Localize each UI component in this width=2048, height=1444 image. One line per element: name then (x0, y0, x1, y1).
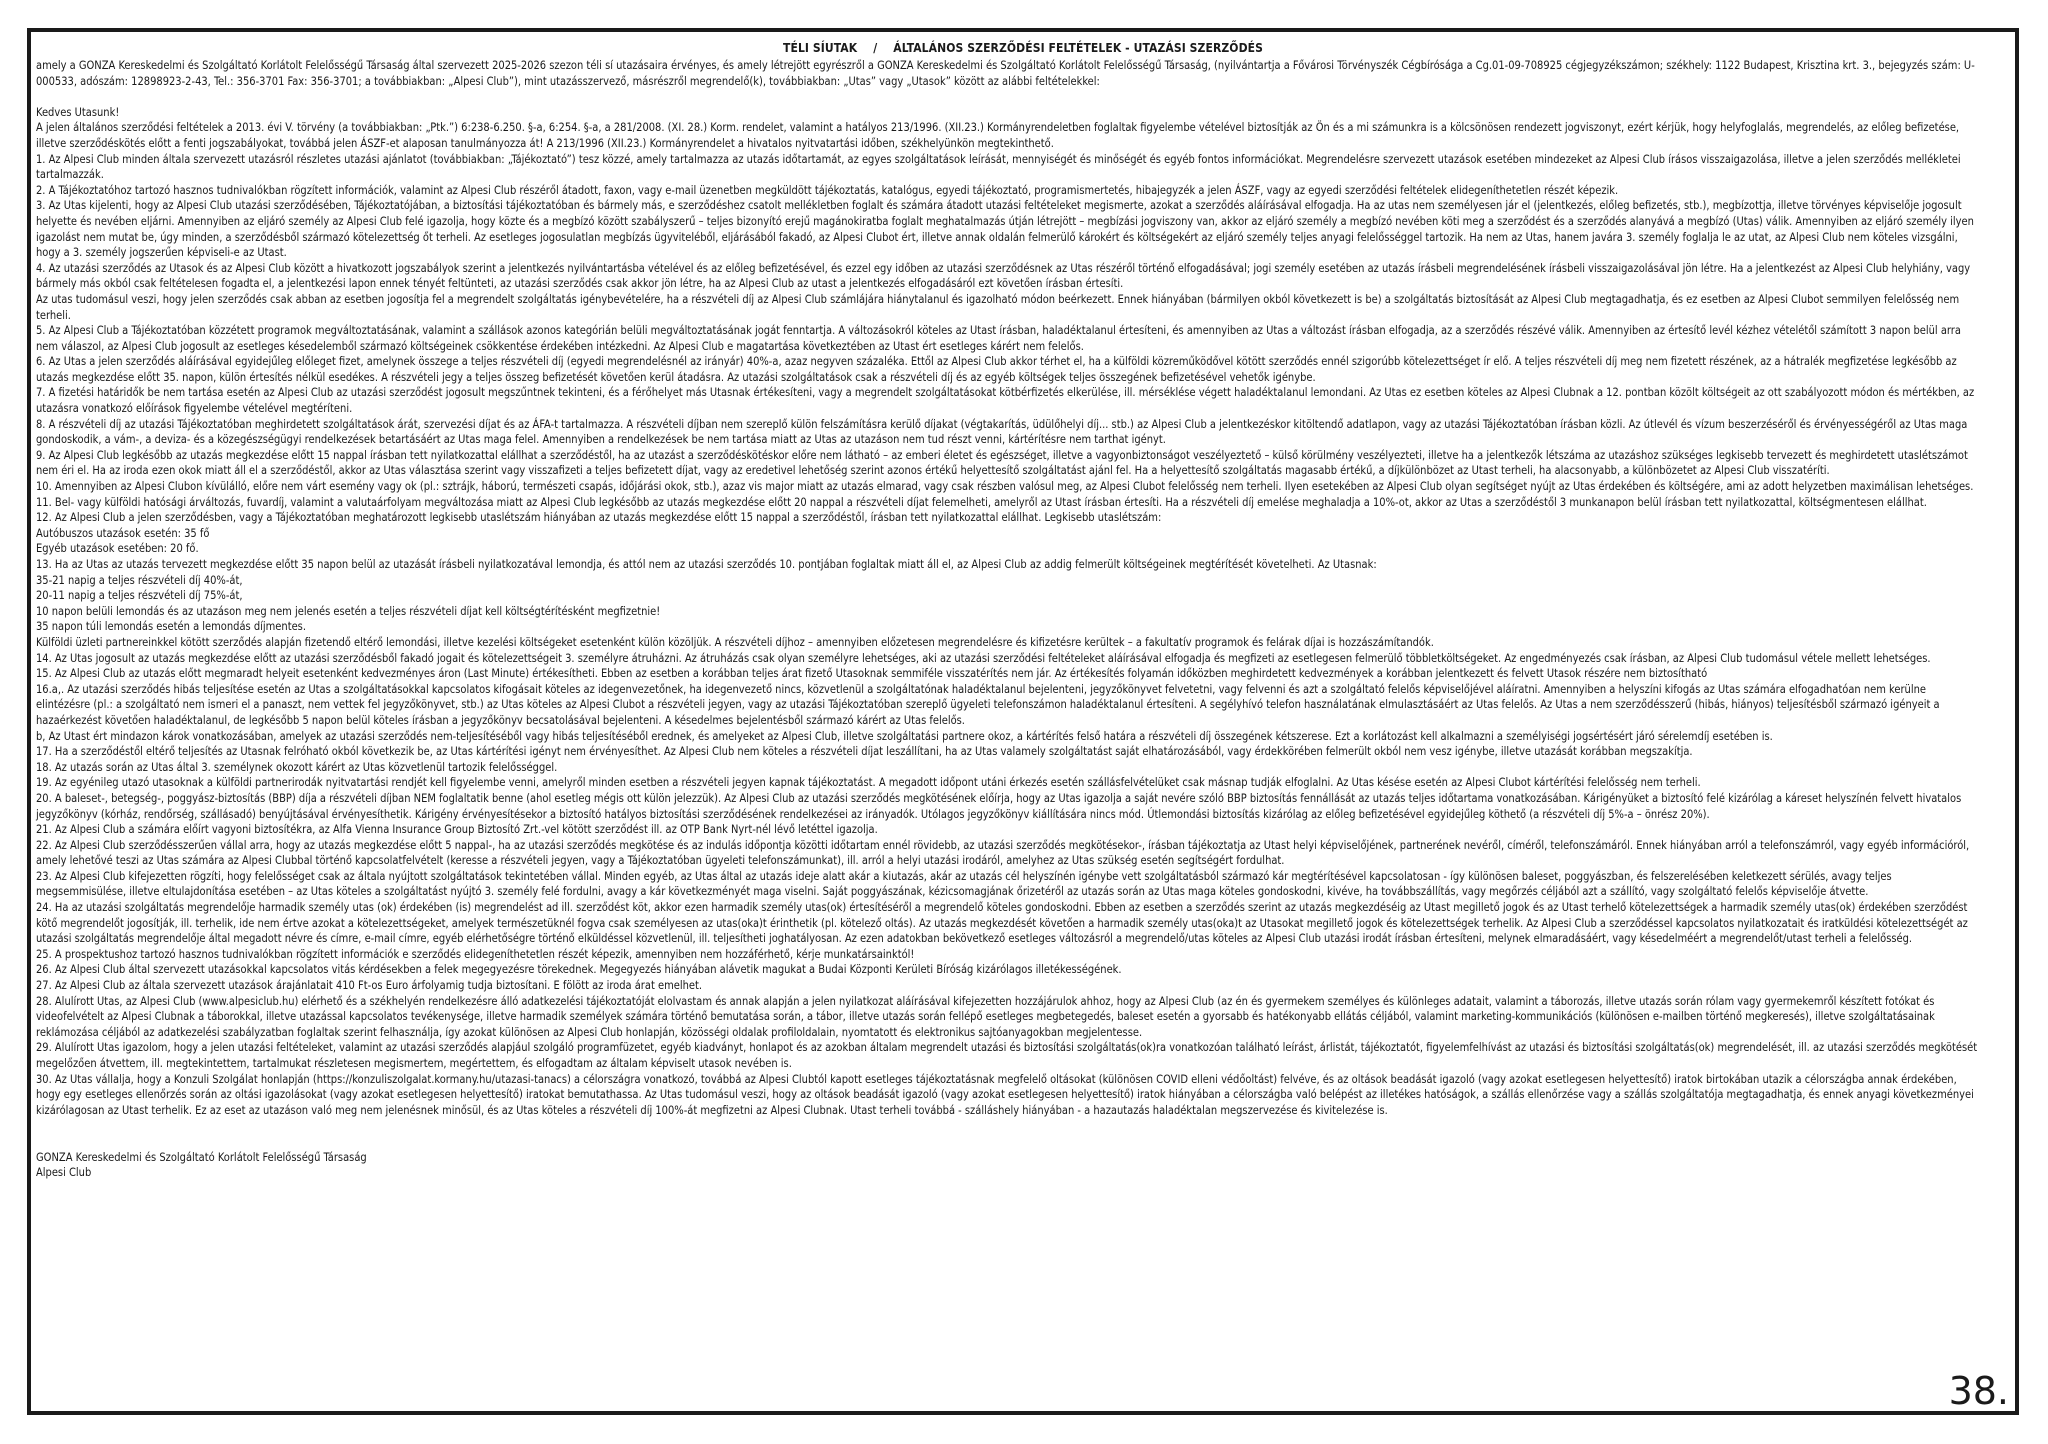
clause-paragraph: 5. Az Alpesi Club a Tájékoztatóban közzétett programok megváltoztatásának, valamint a szállások azonos kategórián belüli megváltoztatásának jogát fenntartja. A változásokról köteles az Utast írásban, haladéktalanul értesíteni, és amennyiben az Utas a változást írásban elfogadja, az a szerződés részévé válik. Amennyiben az értesítő levél kézhez vételétől számított 3 napon belül arra nem válaszol, az Alpesi Club jogosult az esetleges késedelemből származó költségeinek csökkentése érdekében intézkedni. Az Alpesi Club e magatartása következtében az Utast ért esetleges kárért nem felelős. (36, 324, 1961, 353)
clause-paragraph: 12. Az Alpesi Club a jelen szerződésben, vagy a Tájékoztatóban meghatározott legkisebb utaslétszám hiányában az utazás megkezdése előtt 15 nappal a szerződéstől, írásban tett nyilatkozattal elállhat. Legkisebb utaslétszám: (36, 511, 1162, 525)
clause-paragraph: 20. A baleset-, betegség-, poggyász-biztosítás (BBP) díja a részvételi díjban NEM foglaltatik benne (ahol esetleg mégis ott külön jelezzük). Az Alpesi Club az utazási szerződés megkötésének előírja, hogy az Utas igazolja a saját nevére szóló BBP biztosítás fennállását az utazás teljes időtartama vonatkozásában. Kárigényüket a biztosító felé kizárólag a káreset helyszínén felvett hivatalos jegyzőkönyv (kórház, rendőrség, szállásadó) benyújtásával érvényesíthetik. Kárigény érvényesítésekor a biztosító hatályos biztosítási szerződésének rendelkezései az irányadók. Utólagos jegyzőkönyv kiállítására nincs mód. Útlemondási biztosítás kizárólag az előleg befizetésével egyidejűleg köthető (a részvételi díj 5%-a – önrész 20%). (36, 791, 1962, 821)
title-separator: / (873, 41, 878, 55)
clause-paragraph: 6. Az Utas a jelen szerződés aláírásával egyidejűleg előleget fizet, amelynek összege a teljes részvételi díj (egyedi megrendelésnél az irányár) 40%-a, azaz negyven százaléka. Ettől az Alpesi Club akkor térhet el, ha a külföldi közreműködővel kötött szerződés ennél szigorúbb kötelezettséget ír elő. A teljes részvételi díj meg nem fizetett részének, az a hátralék megfizetése legkésőbb az utazás megkezdése előtt 35. napon, külön értesítés nélkül esedékes. A részvételi jegy a teljes összeg befizetését követően kerül átadásra. Az utazási szolgáltatások csak a részvételi díj és az egyéb költségek teljes összegének befizetésével vehetők igénybe. (36, 355, 1957, 384)
clause-paragraph: 20-11 napig a teljes részvételi díj 75%-át, (36, 589, 243, 603)
page-number: 38. (1948, 1369, 2009, 1413)
clause-paragraph: 8. A részvételi díj az utazási Tájékoztatóban meghirdetett szolgáltatások árát, szervezési díjat és az ÁFA-t tartalmazza. A részvételi díjban nem szereplő külön felszámításra kerülő díjakat (végtakarítás, üdülőhelyi díj... stb.) az Alpesi Club a jelentkezéskor kitöltendő adatlapon, vagy az utazási Tájékoztatóban írásban közli. Az útlevél és vízum beszerzéséről és érvényességéről az Utas maga gondoskodik, a vám-, a deviza- és a közegészségügyi rendelkezések betartásáért az Utas maga felel. Amennyiben a rendelkezések be nem tartása miatt az Utas az utazáson nem tud részt venni, kártérítésre nem tarthat igényt. (36, 417, 1968, 447)
clause-paragraph: 2. A Tájékoztatóhoz tartozó hasznos tudnivalókban rögzített információk, valamint az Alpesi Club részéről átadott, faxon, vagy e-mail üzenetben megküldött tájékoztatás, katalógus, egyedi tájékoztató, programismertetés, hibajegyzék a jelen ÁSZF, vagy az egyedi szerződési feltételek elidegeníthetetlen részét képezik. (36, 183, 1619, 197)
clause-paragraph: Az utas tudomásul veszi, hogy jelen szerződés csak abban az esetben jogosítja fel a megrendelt szolgáltatás igénybevételére, ha a részvételi díj az Alpesi Club számlájára hiánytalanul és igazolható módon beérkezett. Ennek hiányában (bármilyen okból következett is be) a szolgáltatás biztosítását az Alpesi Club megtagadhatja, és ez esetben az Alpesi Clubot semmilyen felelősség nem terheli. (36, 292, 1960, 322)
clause-paragraph: 27. Az Alpesi Club az általa szervezett utazások árajánlatait 410 Ft-os Euro árfolyamig tudja biztosítani. E fölött az iroda árat emelhet. (36, 979, 703, 993)
clause-paragraph: 4. Az utazási szerződés az Utasok és az Alpesi Club között a hivatkozott jogszabályok szerint a jelentkezés nyilvántartásba vételével és az előleg befizetésével, és ezzel egy időben az utazási szerződésnek az Utas részéről történő elfogadásával; jogi személy esetében az utazás írásbeli megrendelésének írásbeli visszaigazolásával jön létre. Ha a jelentkezést az Alpesi Club helyhiány, vagy bármely más okból csak feltételesen fogadta el, a jelentkezési lapon ennek tényét feltünteti, az utazási szerződés csak akkor jön létre, ha az Alpesi Club az utast a jelentkezés elfogadásáról ezt követően írásban értesíti. (36, 261, 1971, 291)
clause-paragraph: 25. A prospektushoz tartozó hasznos tudnivalókban rögzített információk e szerződés elidegeníthetetlen részét képezik, amennyiben nem hozzáférhető, kérje munkatársainktól! (36, 947, 915, 961)
clause-paragraph: Külföldi üzleti partnereinkkel kötött szerződés alapján fizetendő eltérő lemondási, illetve kezelési költségeket esetenként külön közöljük. A részvételi díjhoz – amennyiben előzetesen megrendelésre és kifizetésre kerültek – a fakultatív programok és felárak díjai is hozzászámítandók. (36, 635, 1434, 649)
signature-brand: Alpesi Club (36, 1166, 92, 1180)
clause-paragraph: 19. Az egyénileg utazó utasoknak a külföldi partnerirodák nyitvatartási rendjét kell figyelembe venni, amelyről minden esetben a részvételi jegyen kapnak tájékoztatást. A megadott időpont utáni érkezés esetén szállásfelvételüket csak másnap tudják elfoglalni. Az Utas késése esetén az Alpesi Clubot kártérítési felelősség nem terheli. (36, 776, 1701, 790)
signature-company: GONZA Kereskedelmi és Szolgáltató Korlátolt Felelősségű Társaság (36, 1150, 367, 1164)
clause-paragraph: 10. Amennyiben az Alpesi Clubon kívülálló, előre nem várt esemény vagy ok (pl.: sztrájk, háború, természeti csapás, időjárási okok, stb.), azaz vis major miatt az utazás elmarad, vagy csak részben valósul meg, az Alpesi Clubot felelősség nem terheli. Ilyen esetekében az Alpesi Club olyan segítséget nyújt az Utas érdekében és költségére, ami az adott helyzetben maximálisan lehetséges. (36, 480, 1974, 494)
clause-paragraph: 14. Az Utas jogosult az utazás megkezdése előtt az utazási szerződésből fakadó jogait és kötelezettségeit 3. személyre átruházni. Az átruházás csak olyan személyre lehetséges, aki az utazási szerződési feltételeket aláírásával elfogadja és megfizeti az esetlegesen felmerülő többletköltségeket. Az engedményezés csak írásban, az Alpesi Club tudomásul vétele mellett lehetséges. (36, 651, 1931, 665)
greeting: Kedves Utasunk! (36, 105, 120, 119)
clause-paragraph: 1. Az Alpesi Club minden általa szervezett utazásról részletes utazási ajánlatot (továbbiakban: „Tájékoztató”) tesz közzé, amely tartalmazza az utazás időtartamát, az egyes szolgáltatások leírását, mennyiségét és minőségét és egyéb fontos információkat. Megrendelésre szervezett utazások esetében mindezeket az Alpesi Club írásos visszaigazolása, illetve a jelen szerződés mellékletei tartalmazzák. (36, 152, 1961, 182)
document-heading: ÁLTALÁNOS SZERZŐDÉSI FELTÉTELEK - UTAZÁSI SZERZŐDÉS (893, 41, 1263, 55)
clause-paragraph: 7. A fizetési határidők be nem tartása esetén az Alpesi Club az utazási szerződést jogosult megszűntnek tekinteni, és a férőhelyet más Utasnak értékesíteni, vagy a megrendelt szolgáltatásokat kötbérfizetés elkerülése, ill. mérséklése végett haladéktalanul lemondani. Az Utas ez esetben köteles az Alpesi Clubnak a 12. pontban közölt költségeit az ott szabályozott módon és mértékben, az utazásra vonatkozó előírások figyelembe vételével megtéríteni. (36, 386, 1975, 416)
clause-paragraph: 3. Az Utas kijelenti, hogy az Alpesi Club utazási szerződésében, Tájékoztatójában, a biztosítási tájékoztatóban és bármely más, e szerződéshez csatolt mellékletben foglalt és számára átadott utazási feltételeket megismerte, azokat a szerződés aláírásával elfogadja. Ha az utas nem személyesen jár el (jelentkezés, előleg befizetés, stb.), megbízottja, illetve törvényes képviselője jogosult helyette és nevében eljárni. Amennyiben az eljáró személy az Alpesi Club felé igazolja, hogy közte és a megbízó között szabályszerű – teljes bizonyító erejű magánokiratba foglalt meghatalmazás útján létrejött – megbízási jogviszony van, akkor az eljáró személy a megbízó nevében köti meg a szerződést és a szerződés alanyává a megbízó (Utas) válik. Amennyiben az eljáró személy ilyen igazolást nem mutat be, úgy minden, a szerződésből származó kötelezettség őt terheli. Az esetleges jogosulatlan megbízás ügyviteléből, eljárásából fakadó, az Alpesi Clubot ért, illetve annak oldalán felmerülő károkért és költségekért az eljáró személy teljes anyagi felelősséggel tartozik. Ha nem az Utas, hanem javára 3. személy foglalja le az utat, az Alpesi Club nem köteles vizsgálni, hogy a 3. személy jogszerűen képviseli-e az Utast. (36, 199, 1974, 260)
clause-paragraph: 35-21 napig a teljes részvételi díj 40%-át, (36, 573, 243, 587)
spacer (36, 1118, 1978, 1134)
clause-paragraph: 29. Alulírott Utas igazolom, hogy a jelen utazási feltételeket, valamint az utazási szerződés alapjául szolgáló programfüzetet, egyéb kiadványt, honlapot és az azokban általam megrendelt utazási és biztosítási szolgáltatás(ok)ra vonatkozóan található leírást, árlistát, tájékoztatót, figyelemfelhívást az utazási és biztosítási szolgáltatás(ok) megrendelését, ill. az utazási szerződés megkötését megelőzően átvettem, ill. megtekintettem, tartalmukat részletesen megismertem, megértettem, és elfogadtam az általam képviselt utasok nevében is. (36, 1041, 1978, 1070)
preamble-paragraph: A jelen általános szerződési feltételek a 2013. évi V. törvény (a továbbiakban: „Ptk.”) 6:238-6.250. §-a, 6:254. §-a, a 281/2008. (XI. 28.) Korm. rendelet, valamint a hatályos 213/1996. (XII.23.) Kormányrendeletben foglaltak figyelembe vételével biztosítják az Ön és a mi számunkra is a kölcsönösen rendezett jogviszonyt, ezért kérjük, hogy helyfoglalás, megrendelés, az előleg befizetése, illetve szerződéskötés előtt a fenti jogszabályokat, továbbá jelen ÁSZF-et alaposan tanulmányozza át! A 213/1996 (XII.23.) Kormányrendelet a hivatalos nyitvatartási időben, székhelyünkön megtekinthető. (36, 121, 1960, 150)
spacer (36, 89, 1978, 105)
document-title (31, 40, 2015, 56)
clause-paragraph: 13. Ha az Utas az utazás tervezett megkezdése előtt 35 napon belül az utazását írásbeli nyilatkozatával lemondja, és attól nem az utazási szerződés 10. pontjában foglaltak miatt áll el, az Alpesi Club az addig felmerült költségeinek megtérítését követelheti. Az Utasnak: (36, 558, 1377, 571)
clause-paragraph: 17. Ha a szerződéstől eltérő teljesítés az Utasnak felróható okból következik be, az Utas kártérítési igényt nem érvényesíthet. Az Alpesi Club nem köteles a részvételi díjat leszállítani, ha az Utas valamely szolgáltatást saját elhatározásából, vagy érdekkörében felmerült okból nem vesz igénybe, illetve utazását korábban megszakítja. (36, 745, 1693, 759)
clause-paragraph: 15. Az Alpesi Club az utazás előtt megmaradt helyeit esetenként kedvezményes áron (Last Minute) értékesítheti. Ebben az esetben a korábban teljes árat fizető Utasoknak semmiféle visszatérítés nem jár. Az értékesítés folyamán időközben meghirdetett kedvezmények a korábban jelentkezett és felvett Utasok részére nem biztosítható (36, 667, 1708, 681)
clause-paragraph: 24. Ha az utazási szolgáltatás megrendelője harmadik személy utas (ok) érdekében (is) megrendelést ad ill. szerződést köt, akkor ezen harmadik személy utas(ok) értesítéséről a megrendelő köteles gondoskodni. Ebben az esetben a szerződés szerint az utazás megkezdéséig az Utast megillető jogok és az Utast terhelő kötelezettségek a harmadik személy utas(ok) érdekében szerződést kötő megrendelőt jogosítják, ill. terhelik, ide nem értve azokat a kötelezettségeket, amelyek természetüknél fogva csak személyesen az utas(oka)t érinthetik (pl. kötelező oltás). Az utazás megkezdését követően a harmadik személy utas(oka)t az Utasokat megillető jogok és kötelezettségek terhelik. Az Alpesi Club a szerződéssel kapcsolatos nyilatkozatait és iratküldési kötelezettségét az utazási szolgáltatás megrendelője által megadott névre és címre, e-mail címre, egyéb elérhetőségre történő elküldéssel közvetlenül, ill. teljesítheti joghatályosan. Az ezen adatokban bekövetkező esetleges változásról a megrendelő/utas köteles az Alpesi Club utazási irodát írásban értesíteni, melynek elmaradásáért, vagy késedelméért a megrendelőt/utast terheli a felelősség. (36, 901, 1968, 946)
clause-paragraph: 21. Az Alpesi Club a számára előírt vagyoni biztosítékra, az Alfa Vienna Insurance Group Biztosító Zrt.-vel kötött szerződést ill. az OTP Bank Nyrt-nél lévő letéttel igazolja. (36, 823, 878, 837)
clause-paragraph: 10 napon belüli lemondás és az utazáson meg nem jelenés esetén a teljes részvételi díjat kell költségtérítésként megfizetnie! (36, 604, 661, 618)
clause-paragraph: Autóbuszos utazások esetén: 35 fő (36, 526, 210, 540)
clause-paragraph: Egyéb utazások esetében: 20 fő. (36, 542, 199, 556)
clause-paragraph: 22. Az Alpesi Club szerződésszerűen vállal arra, hogy az utazás megkezdése előtt 5 nappal-, ha az utazási szerződés megkötése és az indulás időpontja közötti időtartam ennél rövidebb, az utazási szerződés megkötésekor-, írásban tájékoztatja az Utast helyi képviselőjének, partnerének nevéről, címéről, telefonszámáról. Ennek hiányában arról a telefonszámról, vagy egyéb információról, amely lehetővé teszi az Utas számára az Alpesi Clubbal történő kapcsolatfelvételt (keresse a részvételi jegyen, vagy a Tájékoztatóban ügyeleti telefonszámunkat), ill. arról a helyi utazási irodáról, amelyhez az Utas szükség esetén segítségért fordulhat. (36, 838, 1970, 868)
intro-paragraph: amely a GONZA Kereskedelmi és Szolgáltató Korlátolt Felelősségű Társaság által szervezett 2025-2026 szezon téli sí utazásaira érvényes, és amely létrejött egyrészről a GONZA Kereskedelmi és Szolgáltató Korlátolt Felelősségű Társaság, (nyilvántartja a Fővárosi Törvényszék Cégbírósága a Cg.01-09-708925 cégjegyzékszámon; székhely: 1122 Budapest, Krisztina krt. 3., bejegyzés szám: U-000533, adószám: 12898923-2-43, Tel.: 356-3701 Fax: 356-3701; a továbbiakban: „Alpesi Club”), mint utazásszervező, másrészről megrendelő(k), továbbiakban: „Utas” vagy „Utasok” között az alábbi feltételekkel: (36, 59, 1975, 88)
clause-paragraph: 30. Az Utas vállalja, hogy a Konzuli Szolgálat honlapján (https://konzuliszolgalat.kormany.hu/utazasi-tanacs) a célországra vonatkozó, továbbá az Alpesi Clubtól kapott esetleges tájékoztatásnak megfelelő oltásokat (különösen COVID elleni védőoltást) felvéve, és az oltások beadását igazoló (vagy azokat esetlegesen helyettesítő) iratok birtokában utazik a célországba annak érdekében, hogy egy esetleges ellenőrzés során az oltási igazolásokat (vagy azokat esetlegesen helyettesítő) iratokat bemutathassa. Az Utas tudomásul veszi, hogy az oltások beadását igazoló (vagy azokat esetlegesen helyettesítő) iratok hiányában a célországba való belépést az illetékes hatóságok, a szállás ellenőrzése vagy a szállás szolgáltatója megtagadhatja, és ennek anyagi következményei kizárólagosan az Utast terhelik. Ez az eset az utazáson való meg nem jelenésnek minősül, és az Utas köteles a részvételi díj 100%-át megfizetni az Alpesi Clubnak. Utast terheli továbbá - szálláshely hiányában - a hazautazás haladéktalan megszervezése és kivitelezése is. (36, 1072, 1974, 1117)
clause-paragraph: b, Az Utast ért mindazon károk vonatkozásában, amelyek az utazási szerződés nem-teljesítéséből vagy hibás teljesítéséből erednek, és amelyeket az Alpesi Club, illetve szolgáltatási partnere okoz, a kártérítés felső határa a részvételi díj összegének kétszerese. Ezt a korlátozást kell alkalmazni a személyiségi jogsértésért járó sérelemdíj esetében is. (36, 729, 1773, 743)
clause-paragraph: 16.a,. Az utazási szerződés hibás teljesítése esetén az Utas a szolgáltatásokkal kapcsolatos kifogásait köteles az idegenvezetőnek, ha idegenvezető nincs, közvetlenül a szolgáltatónak haladéktalanul bejelenteni, jegyzőkönyvet felvetetni, vagy felvenni és azt a szolgáltató felelős képviselőjével aláíratni. Amennyiben a helyszíni kifogás az Utas számára elfogadhatóan nem kerülne elintézésre (pl.: a szolgáltató nem ismeri el a panaszt, nem vettek fel jegyzőkönyvet, stb.) az Utas köteles az Alpesi Clubot a részvételi jegyen, vagy az utazási Tájékoztatóban szereplő ügyeleti telefonszámon haladéktalanul értesíteni. A segélyhívó telefon használatának elmulasztásáért az Utas felelős. Az Utas a nem szerződésszerű (hibás, hiányos) teljesítésből származó igényeit a hazaérkezést követően haladéktalanul, de legkésőbb 5 napon belül köteles írásban a jegyzőkönyv becsatolásával bejelenteni. A késedelmes bejelentésből származó kárért az Utas felelős. (36, 682, 1940, 727)
spacer (36, 1134, 1978, 1150)
clause-paragraph: 9. Az Alpesi Club legkésőbb az utazás megkezdése előtt 15 nappal írásban tett nyilatkozattal elállhat a szerződéstől, ha az utazást a szerződéskötéskor előre nem látható – az emberi életet és egészséget, illetve a vagyonbiztonságot veszélyeztető – külső körülmény veszélyezteti, illetve ha a jelentkezők létszáma az utazáshoz szükséges legkisebb tervezett és meghirdetett utaslétszámot nem éri el. Ha az iroda ezen okok miatt áll el a szerződéstől, akkor az Utas választása szerint vagy visszafizeti a teljes befizetett díjat, vagy az eredetivel lehetőség szerint azonos értékű helyettesítő szolgáltatást ajánl fel. Ha a helyettesítő szolgáltatás magasabb értékű, a díjkülönbözet az Utast terheli, ha alacsonyabb, a különbözetet az Alpesi Club visszatéríti. (36, 448, 1968, 478)
document-body (36, 58, 1978, 1181)
clause-paragraph: 18. Az utazás során az Utas által 3. személynek okozott kárért az Utas közvetlenül tartozik felelősséggel. (36, 760, 558, 774)
clause-paragraph: 35 napon túli lemondás esetén a lemondás díjmentes. (36, 620, 306, 634)
clause-paragraph: 11. Bel- vagy külföldi hatósági árváltozás, fuvardíj, valamint a valutaárfolyam megváltozása miatt az Alpesi Club legkésőbb az utazás megkezdése előtt 20 nappal a részvételi díjat felemelheti, amelyről az Utast írásban értesíti. Ha a részvételi díj emelése meghaladja a 10%-ot, akkor az Utas a szerződéstől 3 munkanapon belül írásban tett nyilatkozattal, költségmentesen elállhat. (36, 495, 1927, 509)
clauses-list (36, 152, 1978, 1119)
clause-paragraph: 23. Az Alpesi Club kifejezetten rögzíti, hogy felelősséget csak az általa nyújtott szolgáltatások tekintetében vállal. Minden egyéb, az Utas által az utazás ideje alatt akár a kiutazás, akár az utazás cél helyszínén igénybe vett szolgáltatásból származó kár megtérítésével kapcsolatosan - így különösen baleset, poggyászban, és felszerelésében keletkezett sérülés, avagy teljes megsemmisülése, illetve eltulajdonítása esetében – az Utas köteles a szolgáltatást nyújtó 3. személy felé fordulni, avagy a kár következményét maga viselni. Saját poggyászának, kézicsomagjának őrizetéről az utazás során az Utas maga köteles gondoskodni, kivéve, ha továbbszállítás, vagy megőrzés céljából azt a szállító, vagy szolgáltató felelős képviselője átvette. (36, 869, 1892, 899)
section-label: TÉLI SÍUTAK (783, 41, 858, 55)
document-frame (27, 28, 2019, 1415)
clause-paragraph: 28. Alulírott Utas, az Alpesi Club (www.alpesiclub.hu) elérhető és a székhelyén rendelkezésre álló adatkezelési tájékoztatóját elolvastam és annak alapján a jelen nyilatkozat aláírásával kifejezetten hozzájárulok ahhoz, hogy az Alpesi Club (az én és gyermekem személyes és különleges adatait, valamint a táborozás, illetve utazás során rólam vagy gyermekemről készített fotókat és videofelvételt az Alpesi Clubnak a táborokkal, illetve utazással kapcsolatos tevékenysége, illetve harmadik személyek számára történő bemutatása során, a tábor, illetve utazás során fellépő esetleges megbetegedés, baleset esetén a gyorsabb és hatékonyabb ellátás céljából, valamint marketing-kommunikációs (különösen e-mailben történő megkeresés), illetve szolgáltatásainak reklámozása céljából az adatkezelési szabályzatban foglaltak szerint felhasználja, így azokat különösen az Alpesi Club honlapján, közösségi oldalak profiloldalain, nyomtatott és elektronikus sajtóanyagokban megjelentesse. (36, 994, 1935, 1039)
clause-paragraph: 26. Az Alpesi Club által szervezett utazásokkal kapcsolatos vitás kérdésekben a felek megegyezésre törekednek. Megegyezés hiányában alávetik magukat a Budai Központi Kerületi Bíróság kizárólagos illetékességének. (36, 963, 1122, 977)
